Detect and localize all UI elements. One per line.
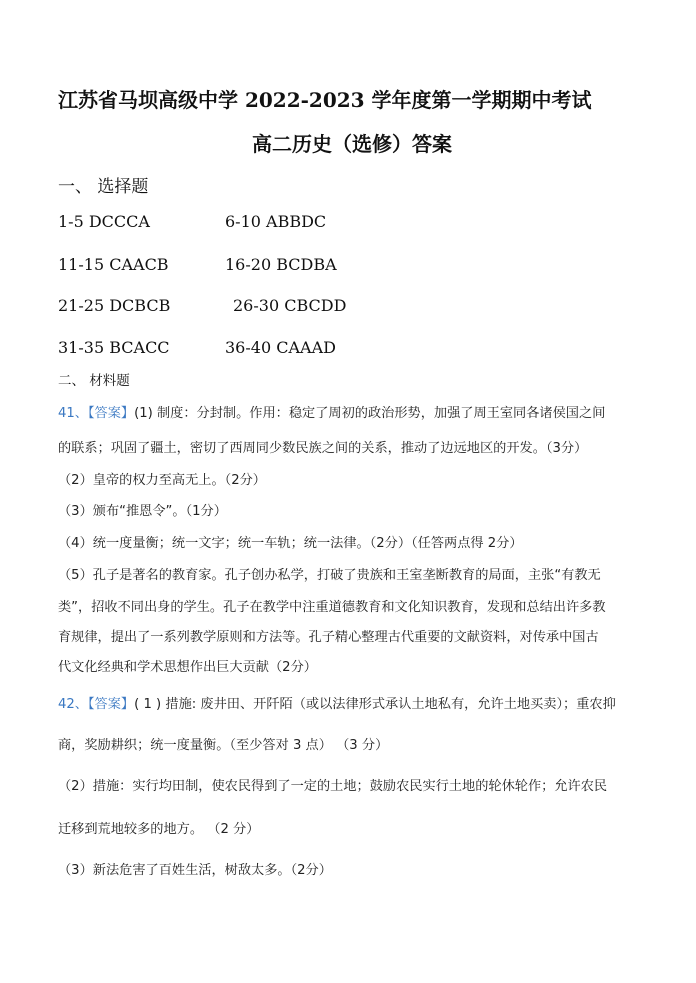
document-subtitle: 高二历史（选修）答案 — [252, 132, 452, 156]
q42-text: ( 1 ) 措施: 废井田、开阡陌（或以法律形式承认土地私有，允许土地买卖）；重农抑 — [134, 697, 616, 712]
q42-line-1 — [58, 693, 616, 712]
q42-line-3: （2）措施：实行均田制，使农民得到了一定的土地；鼓励农民实行土地的轮休轮作；允许农民 — [58, 779, 608, 794]
q41-line-8: 育规律，提出了一系列教学原则和方法等。孔子精心整理古代重要的文献资料，对传承中国古 — [58, 630, 599, 645]
answer-range-left: 31-35 BCACC — [58, 338, 170, 357]
document-title: 江苏省马坝高级中学 2022-2023 学年度第一学期期中考试 — [58, 88, 592, 112]
q41-line-2: 的联系；巩固了疆土，密切了西周同少数民族之间的关系，推动了边远地区的开发。（3分） — [58, 441, 588, 456]
section-heading-material: 二、 材料题 — [58, 373, 130, 389]
answer-range-right: 16-20 BCDBA — [225, 255, 337, 274]
q42-line-4: 迁移到荒地较多的地方。 （2 分） — [58, 822, 260, 837]
q42-number: 42、 — [58, 697, 88, 712]
q41-line-9: 代文化经典和学术思想作出巨大贡献（2分） — [58, 660, 317, 675]
section-heading-choice: 一、 选择题 — [58, 177, 149, 197]
q41-line-4: （3）颁布“推恩令”。（1分） — [58, 504, 227, 519]
q41-text: (1) 制度：分封制。作用：稳定了周初的政治形势，加强了周王室同各诸侯国之间 — [134, 406, 606, 421]
answer-range-right: 6-10 ABBDC — [225, 212, 327, 231]
q41-number: 41、 — [58, 406, 88, 421]
q42-line-2: 商，奖励耕织；统一度量衡。（至少答对 3 点） （3 分） — [58, 738, 389, 753]
answer-range-right: 26-30 CBCDD — [233, 296, 347, 315]
q41-line-6: （5）孔子是著名的教育家。孔子创办私学，打破了贵族和王室垄断教育的局面，主张“有教无 — [58, 568, 601, 583]
q41-line-5: （4）统一度量衡；统一文字；统一车轨；统一法律。（2分）（任答两点得 2分） — [58, 536, 523, 551]
q41-line-1 — [58, 402, 605, 421]
answer-range-left: 21-25 DCBCB — [58, 296, 171, 315]
q41-line-3: （2）皇帝的权力至高无上。（2分） — [58, 473, 266, 488]
q41-answer-tag: 【答案】 — [87, 406, 135, 421]
q41-line-7: 类”，招收不同出身的学生。孔子在教学中注重道德教育和文化知识教育，发现和总结出许多教 — [58, 600, 606, 615]
answer-range-left: 11-15 CAACB — [58, 255, 169, 274]
answer-range-right: 36-40 CAAAD — [225, 338, 336, 357]
answer-range-left: 1-5 DCCCA — [58, 212, 150, 231]
q42-answer-tag: 【答案】 — [87, 697, 135, 712]
q42-line-5: （3）新法危害了百姓生活，树敌太多。（2分） — [58, 863, 332, 878]
